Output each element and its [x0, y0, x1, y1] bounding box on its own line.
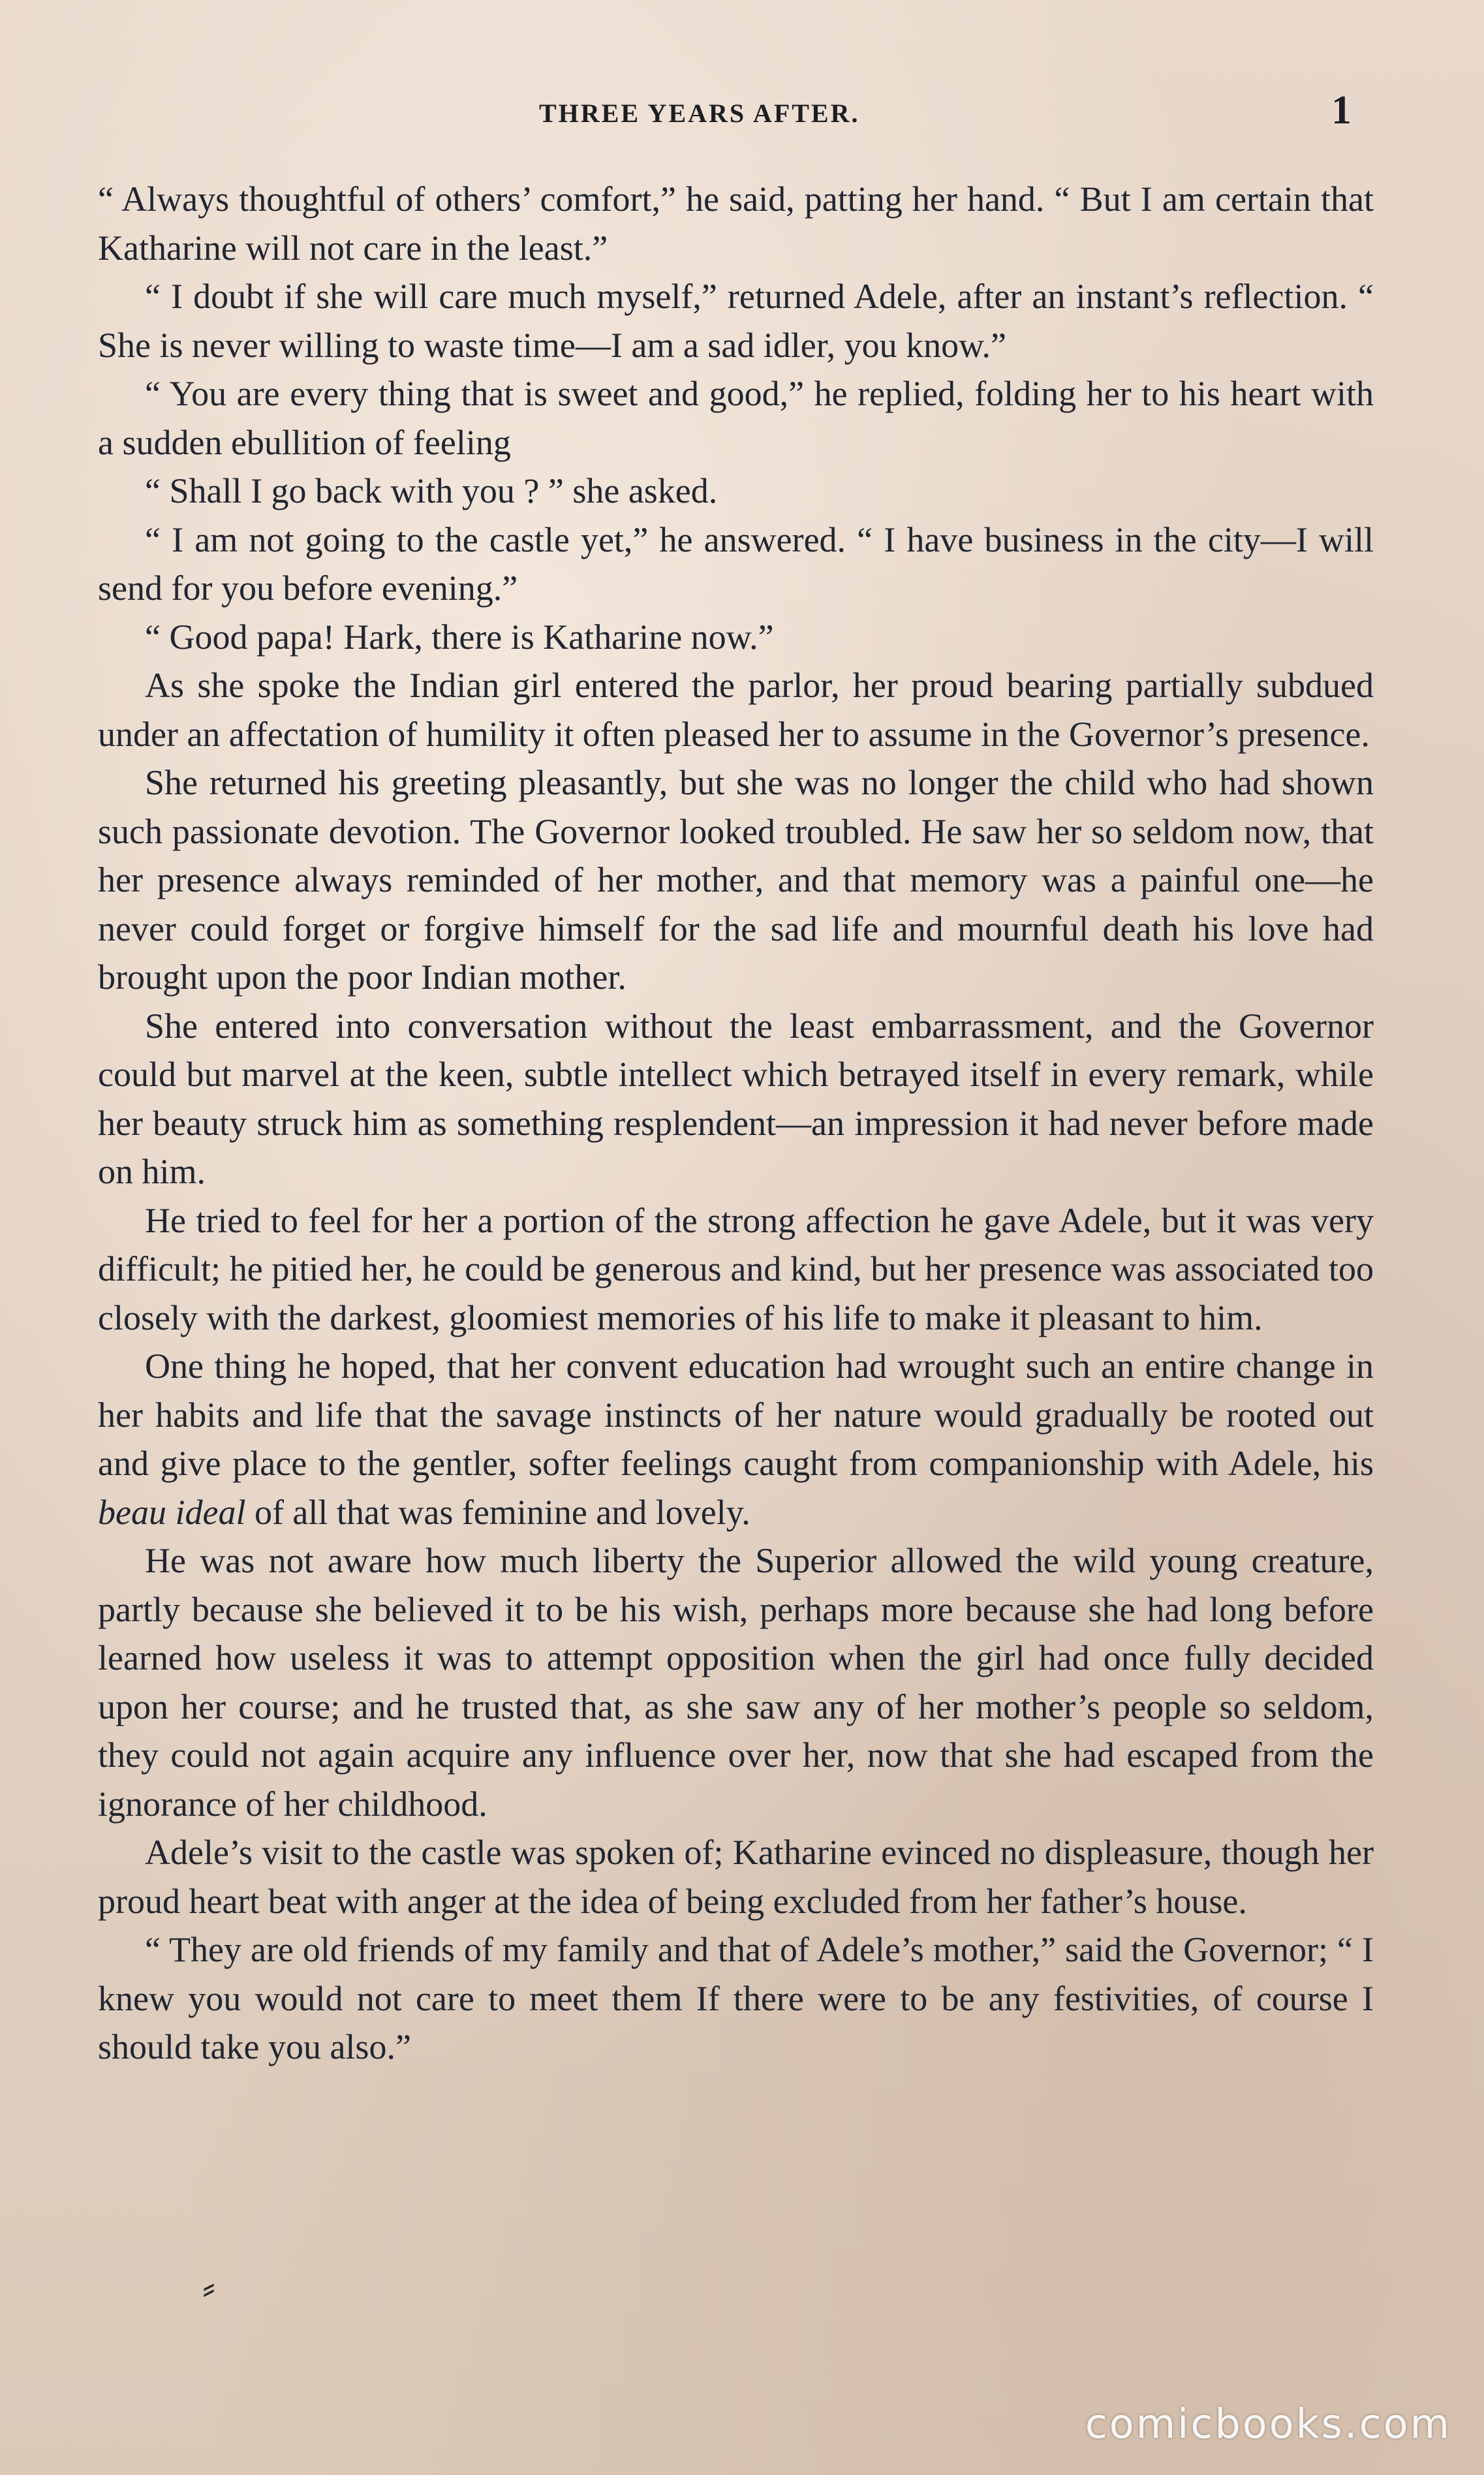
paragraph: “ Good papa! Hark, there is Katharine now.” — [145, 617, 774, 657]
paragraph: She entered into conversation without the least embarrassment, and the Governor could but marvel at the keen, subtle intellect which betrayed itself in every remark, while her beauty struck him as something resplendent—an impression it had never before made on him. — [98, 1006, 1374, 1191]
paragraph: “ Shall I go back with you ? ” she asked. — [145, 471, 718, 510]
paragraph-tail: of all that was feminine and lovely. — [245, 1492, 750, 1532]
paragraph: Adele’s visit to the castle was spoken of; Katharine evinced no displeasure, though her proud heart beat with anger at the idea of being excluded from her father’s house. — [98, 1833, 1374, 1921]
print-blemish: ⸗ — [202, 2265, 215, 2309]
paragraph: As she spoke the Indian girl entered the parlor, her proud bearing partially subdued under an affectation of humility it often pleased her to assume in the Governor’s presence. — [98, 666, 1374, 754]
paragraph-text: One thing he hoped, that her convent education had wrought such an entire change in her habits and life that the savage instincts of her nature would gradually be rooted out and give place to the gentler, softer feelings caught from companionship with Adele, his — [98, 1346, 1374, 1483]
paragraph: “ I am not going to the castle yet,” he answered. “ I have business in the city—I will send for you before evening.” — [98, 520, 1374, 608]
paragraph: “ You are every thing that is sweet and good,” he replied, folding her to his heart with a sudden ebullition of feeling — [98, 374, 1374, 462]
italic-phrase: beau ideal — [98, 1492, 246, 1532]
paragraph: He tried to feel for her a portion of the strong affection he gave Adele, but it was very difficult; he pitied her, he could be generous and kind, but her presence was associated too closely with the darkest, gloomiest memories of his life to make it pleasant to him. — [98, 1200, 1374, 1337]
body-text — [98, 175, 1374, 2072]
paragraph: She returned his greeting pleasantly, but she was no longer the child who had shown such passionate devotion. The Governor looked troubled. He saw her so seldom now, that her presence always reminded of her mother, and that memory was a painful one—he never could forget or forgive himself for the sad life and mournful death his love had brought upon the poor Indian mother. — [98, 763, 1374, 997]
page-header — [0, 90, 1484, 142]
paragraph: “ I doubt if she will care much myself,” returned Adele, after an instant’s reflection. “ She is never willing to waste time—I am a sad idler, you know.” — [98, 277, 1374, 365]
paragraph: “ Always thoughtful of others’ comfort,” he said, patting her hand. “ But I am certain that Katharine will not care in the least.” — [98, 179, 1374, 268]
watermark: comicbooks.com — [1085, 2400, 1451, 2448]
page-number: 1 — [1331, 88, 1352, 132]
paragraph: “ They are old friends of my family and that of Adele’s mother,” said the Governor; “ I knew you would not care to meet them If there were to be any festivities, of course I should take you also.” — [98, 1930, 1374, 2066]
running-title: THREE YEARS AFTER. — [539, 99, 860, 128]
paragraph — [98, 1342, 1374, 1536]
paragraph: He was not aware how much liberty the Superior allowed the wild young creature, partly because she believed it to be his wish, perhaps more because she had long before learned how useless it was to attempt opposition when the girl had once fully decided upon her course; and he trusted that, as she saw any of her mother’s people so seldom, they could not again acquire any influence over her, now that she had escaped from the ignorance of her childhood. — [98, 1541, 1374, 1824]
